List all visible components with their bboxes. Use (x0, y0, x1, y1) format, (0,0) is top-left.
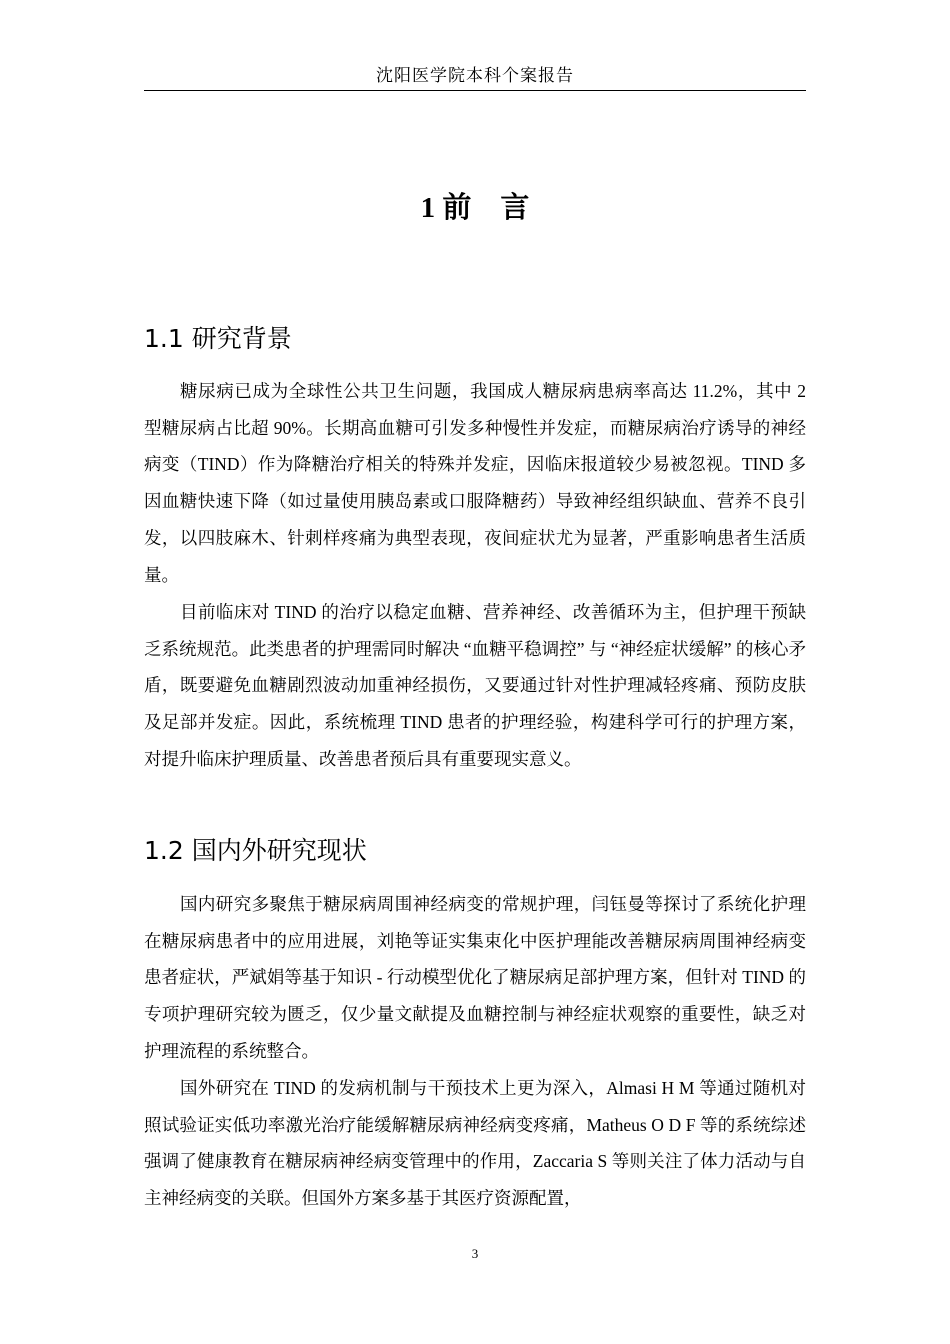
paragraph: 国外研究在 TIND 的发病机制与干预技术上更为深入，Almasi H M 等通过随机对照试验证实低功率激光治疗能缓解糖尿病神经病变疼痛，Matheus O D F 等的系统综述强调了健康教育在糖尿病神经病变管理中的作用，Zaccaria S 等则关注了体力活动与自主神经病变的关联。但国外方案多基于其医疗资源配置， (144, 1078, 806, 1209)
page-number: 3 (471, 1246, 479, 1261)
paragraph: 糖尿病已成为全球性公共卫生问题，我国成人糖尿病患病率高达 11.2%，其中 2 型糖尿病占比超 90%。长期高血糖可引发多种慢性并发症，而糖尿病治疗诱导的神经病变（TIND）作为降糖治疗相关的特殊并发症，因临床报道较少易被忽视。TIND 多因血糖快速下降（如过量使用胰岛素或口服降糖药）导致神经组织缺血、营养不良引发，以四肢麻木、针刺样疼痛为典型表现，夜间症状尤为显著，严重影响患者生活质量。 (144, 381, 806, 585)
paragraph: 国内研究多聚焦于糖尿病周围神经病变的常规护理，闫钰曼等探讨了系统化护理在糖尿病患者中的应用进展，刘艳等证实集束化中医护理能改善糖尿病周围神经病变患者症状，严斌娟等基于知识 - 行动模型优化了糖尿病足部护理方案，但针对 TIND 的专项护理研究较为匮乏，仅少量文献提及血糖控制与神经症状观察的重要性，缺乏对护理流程的系统整合。 (144, 894, 806, 1061)
running-header: 沈阳医学院本科个案报告 (144, 64, 806, 91)
section-heading-research-status: 1.2 国内外研究现状 (144, 836, 367, 865)
chapter-title: 1 前 言 (420, 192, 530, 224)
section-heading-background: 1.1 研究背景 (144, 324, 292, 353)
paragraph: 目前临床对 TIND 的治疗以稳定血糖、营养神经、改善循环为主，但护理干预缺乏系统规范。此类患者的护理需同时解决 “血糖平稳调控” 与 “神经症状缓解” 的核心矛盾，既要避免血糖剧烈波动加重神经损伤，又要通过针对性护理减轻疼痛、预防皮肤及足部并发症。因此，系统梳理 TIND 患者的护理经验，构建科学可行的护理方案，对提升临床护理质量、改善患者预后具有重要现实意义。 (144, 602, 806, 769)
